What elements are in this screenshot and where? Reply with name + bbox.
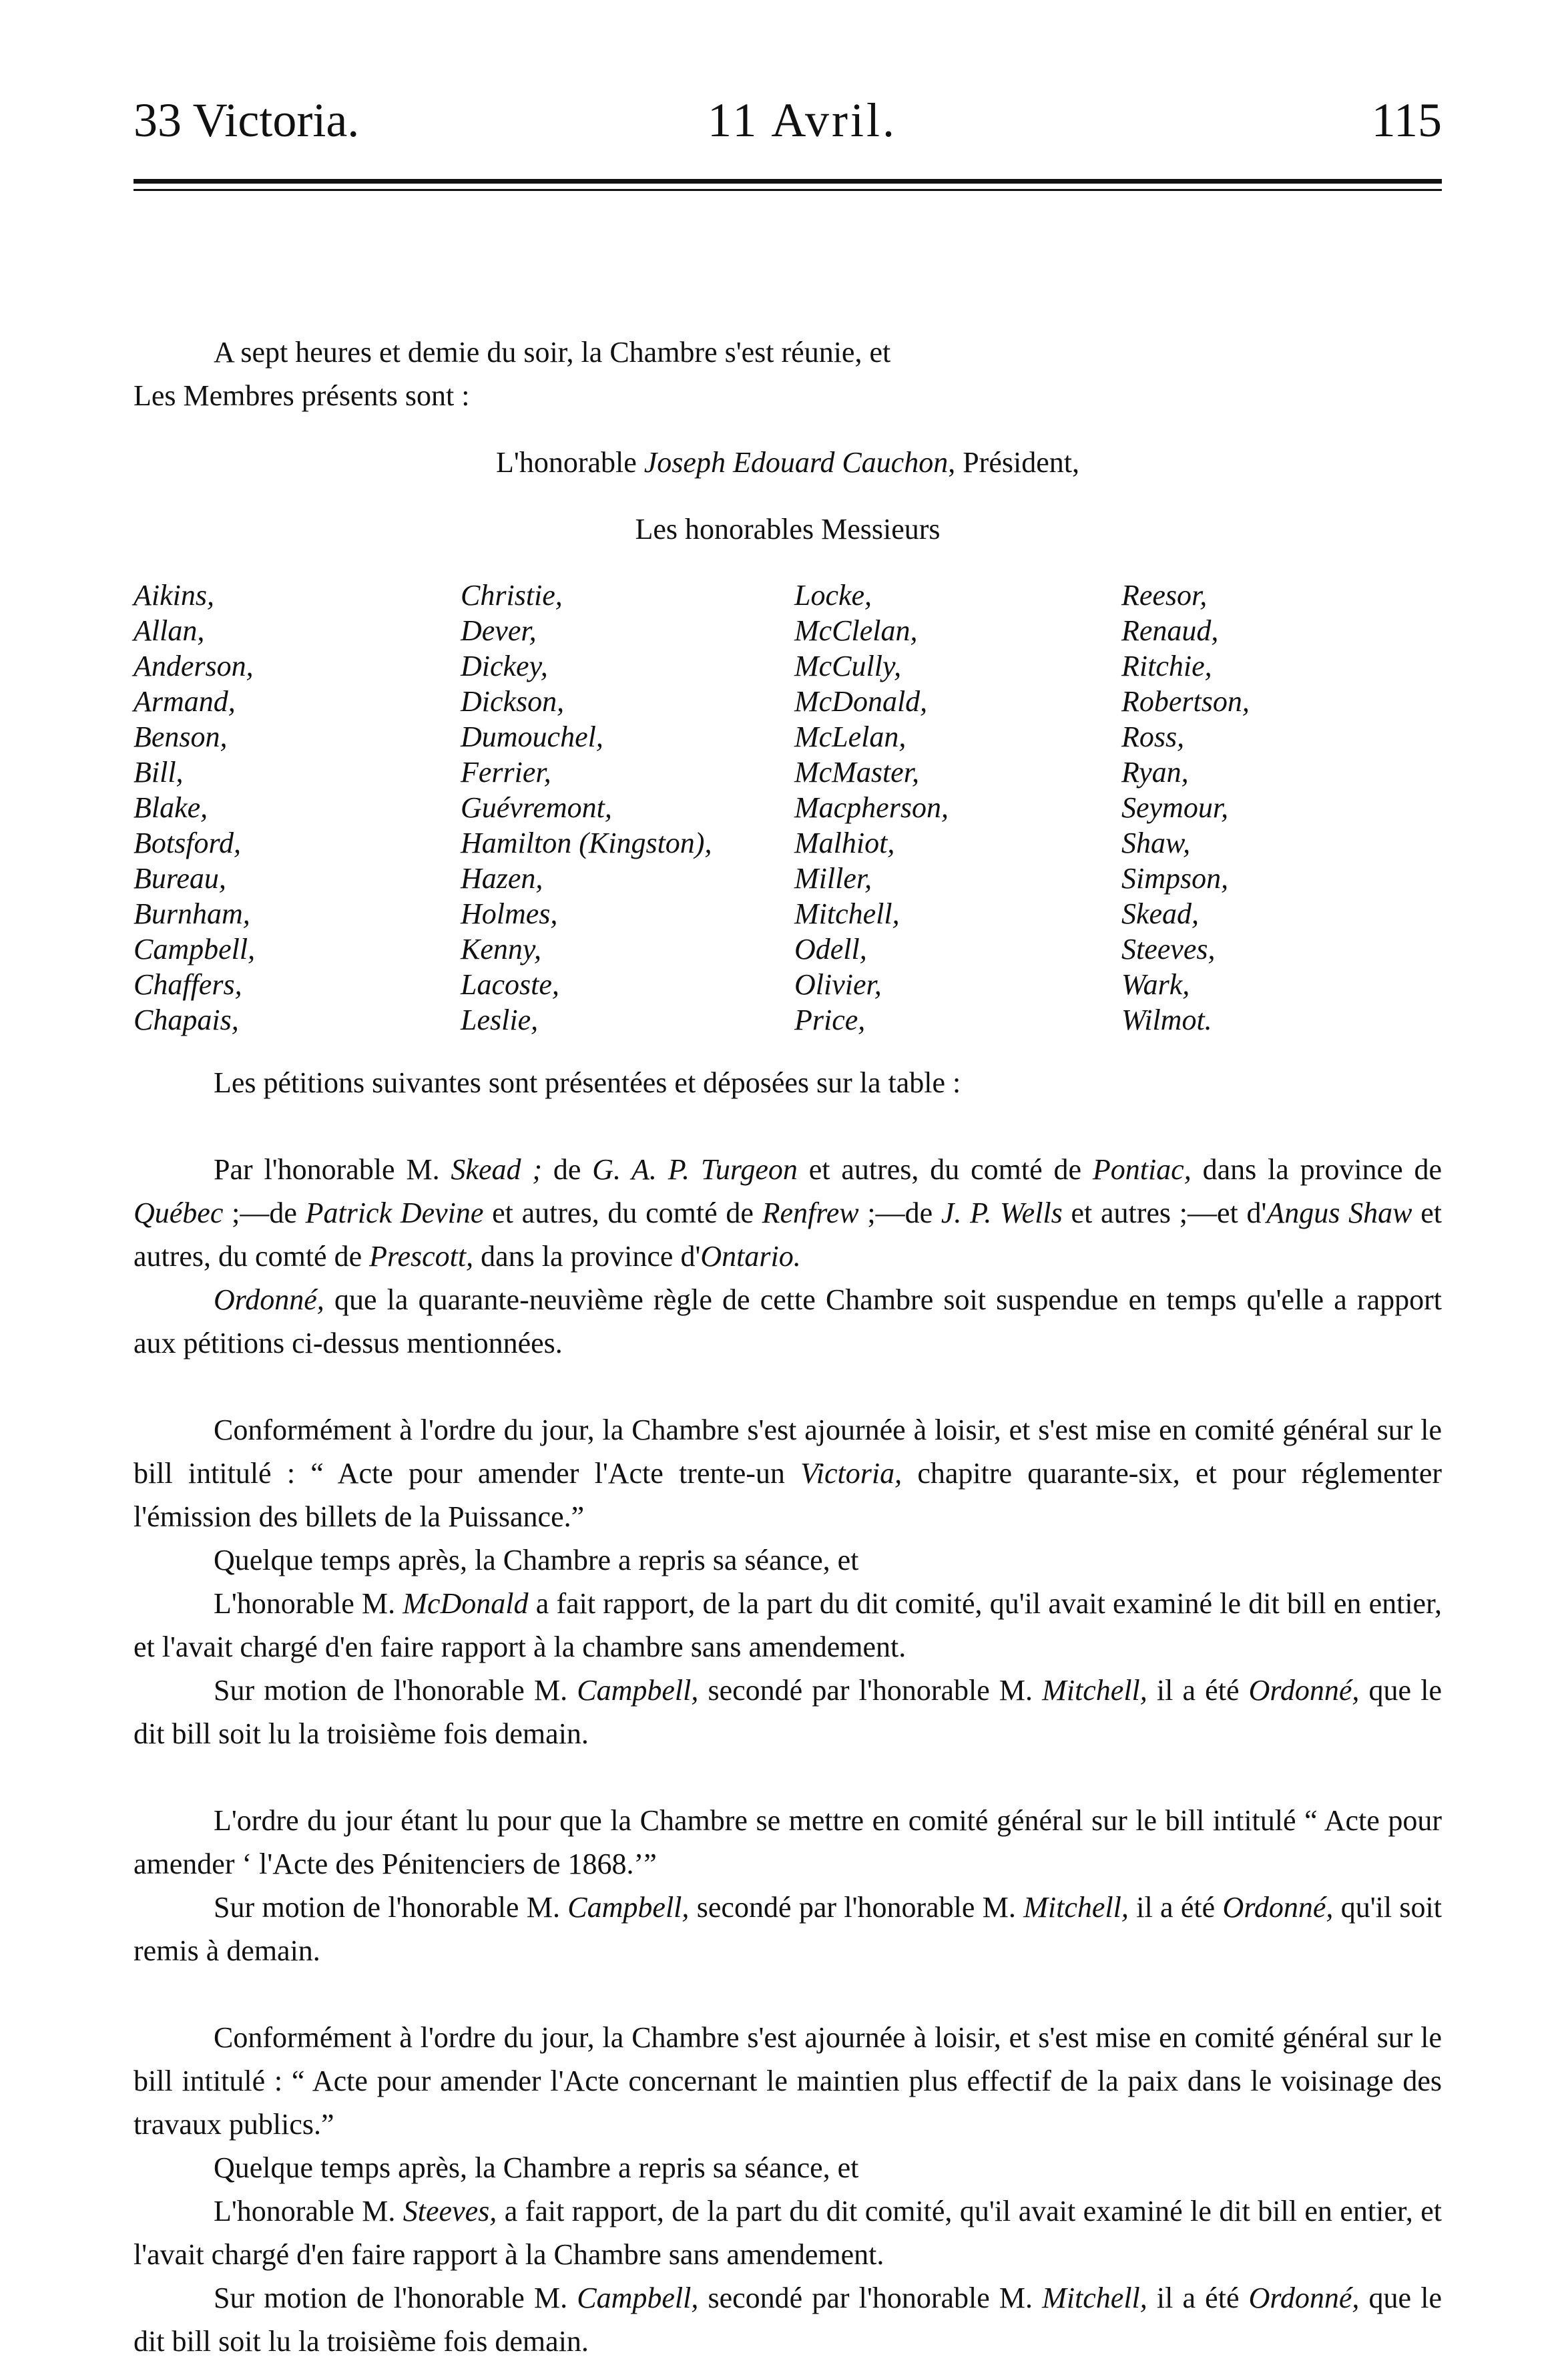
member-name: Odell, <box>794 933 867 965</box>
member-name: Leslie, <box>461 1004 539 1036</box>
member-name: Miller, <box>794 862 872 895</box>
member-name: Simpson, <box>1121 862 1229 895</box>
member-name: Christie, <box>461 579 563 612</box>
petitions-order: Ordonné, que la quarante-neuvième règle de cette Chambre soit suspendue en temps qu'elle a rapport aux pétitions ci-dessus mentionnées. <box>134 1283 1442 1359</box>
members-list <box>134 578 1442 1038</box>
member-name: McLelan, <box>794 720 906 753</box>
member-name: Blake, <box>134 791 208 824</box>
member-name: Renaud, <box>1121 614 1219 647</box>
member-name: Wark, <box>1121 968 1190 1001</box>
member-name: Wilmot. <box>1121 1004 1212 1036</box>
member-name: McMaster, <box>794 756 919 789</box>
members-column-3 <box>794 578 1121 1038</box>
member-name: Mitchell, <box>794 897 900 930</box>
members-column-2 <box>461 578 794 1038</box>
member-name: Hamilton (Kingston), <box>461 827 712 859</box>
member-name: Malhiot, <box>794 827 895 859</box>
member-name: Macpherson, <box>794 791 949 824</box>
member-name: Ryan, <box>1121 756 1189 789</box>
member-name: Steeves, <box>1121 933 1216 965</box>
member-name: Ferrier, <box>461 756 551 789</box>
section1-resume: Quelque temps après, la Chambre a repris sa séance, et <box>214 1544 859 1576</box>
date-heading: 11 Avril. <box>708 93 897 147</box>
header-rule-thin <box>134 189 1442 191</box>
section1-intro: Conformément à l'ordre du jour, la Chambre s'est ajournée à loisir, et s'est mise en comité général sur le bill intitulé : “ Acte pour amender l'Acte trente-un Victoria, chapitre quarante-six, et pour réglementer l'émission des billets de la Puissance.” <box>134 1414 1443 1533</box>
member-name: Burnham, <box>134 897 250 930</box>
member-name: Aikins, <box>134 579 214 612</box>
member-name: Hazen, <box>461 862 543 895</box>
section3-report: L'honorable M. Steeves, a fait rapport, de la part du dit comité, qu'il avait examiné le dit bill en entier, et l'avait chargé d'en faire rapport à la Chambre sans amendement. <box>134 2195 1442 2271</box>
member-name: Guévremont, <box>461 791 612 824</box>
members-column-4 <box>1121 578 1442 1038</box>
member-name: Armand, <box>134 685 236 718</box>
president-name: Joseph Edouard Cauchon <box>643 446 949 479</box>
petitions-paragraph: Par l'honorable M. Skead ; de G. A. P. Turgeon et autres, du comté de Pontiac, dans la province de Québec ;—de Patrick Devine et autres, du comté de Renfrew ;—de J. P. Wells et autres ;—et d'Angus Shaw et autres, du comté de Prescott, dans la province d'Ontario. <box>134 1153 1442 1273</box>
member-name: Olivier, <box>794 968 882 1001</box>
member-name: McCully, <box>794 650 902 682</box>
section2-motion: Sur motion de l'honorable M. Campbell, secondé par l'honorable M. Mitchell, il a été Ordonné, qu'il soit remis à demain. <box>134 1891 1442 1967</box>
section1-report: L'honorable M. McDonald a fait rapport, de la part du dit comité, qu'il avait examiné le dit bill en entier, et l'avait chargé d'en faire rapport à la chambre sans amendement. <box>134 1587 1442 1663</box>
section3-intro: Conformément à l'ordre du jour, la Chambre s'est ajournée à loisir, et s'est mise en comité général sur le bill intitulé : “ Acte pour amender l'Acte concernant le maintien plus effectif de la paix dans le voisinage des travaux publics.” <box>134 2021 1442 2141</box>
member-name: Allan, <box>134 614 205 647</box>
journal-body <box>134 331 1442 2363</box>
members-present-line: Les Membres présents sont : <box>134 379 470 412</box>
member-name: Locke, <box>794 579 872 612</box>
member-name: Bureau, <box>134 862 226 895</box>
member-name: Dumouchel, <box>461 720 603 753</box>
member-name: Ritchie, <box>1121 650 1212 682</box>
member-name: Bill, <box>134 756 184 789</box>
header-rule-thick <box>134 179 1442 184</box>
member-name: Shaw, <box>1121 827 1191 859</box>
president-line: L'honorable Joseph Edouard Cauchon, Président, <box>496 446 1079 479</box>
member-name: Chapais, <box>134 1004 239 1036</box>
member-name: Reesor, <box>1121 579 1208 612</box>
member-name: Campbell, <box>134 933 256 965</box>
member-name: Dever, <box>461 614 537 647</box>
member-name: Dickson, <box>461 685 565 718</box>
member-name: Botsford, <box>134 827 241 859</box>
member-name: Ross, <box>1121 720 1185 753</box>
page-number: 115 <box>1371 93 1442 147</box>
member-name: McClelan, <box>794 614 918 647</box>
session-year: 33 Victoria. <box>134 93 360 147</box>
member-name: Anderson, <box>134 650 254 682</box>
member-name: Dickey, <box>461 650 548 682</box>
running-head <box>134 87 1442 160</box>
section1-motion: Sur motion de l'honorable M. Campbell, secondé par l'honorable M. Mitchell, il a été Ordonné, que le dit bill soit lu la troisième fois demain. <box>134 1674 1442 1750</box>
petitions-intro: Les pétitions suivantes sont présentées et déposées sur la table : <box>214 1066 961 1099</box>
section3-resume: Quelque temps après, la Chambre a repris sa séance, et <box>214 2151 859 2184</box>
section3-motion: Sur motion de l'honorable M. Campbell, secondé par l'honorable M. Mitchell, il a été Ordonné, que le dit bill soit lu la troisième fois demain. <box>134 2282 1442 2358</box>
members-column-1 <box>134 578 461 1038</box>
member-name: Holmes, <box>461 897 558 930</box>
member-name: Skead, <box>1121 897 1200 930</box>
member-name: Lacoste, <box>461 968 559 1001</box>
messieurs-heading: Les honorables Messieurs <box>635 513 941 546</box>
member-name: Kenny, <box>461 933 541 965</box>
member-name: Price, <box>794 1004 866 1036</box>
member-name: Benson, <box>134 720 228 753</box>
opening-line: A sept heures et demie du soir, la Chambre s'est réunie, et <box>214 336 891 369</box>
member-name: Robertson, <box>1121 685 1250 718</box>
member-name: Chaffers, <box>134 968 242 1001</box>
section2-intro: L'ordre du jour étant lu pour que la Chambre se mettre en comité général sur le bill intitulé “ Acte pour amender ‘ l'Acte des Pénitenciers de 1868.’” <box>134 1804 1442 1880</box>
member-name: Seymour, <box>1121 791 1229 824</box>
member-name: McDonald, <box>794 685 928 718</box>
